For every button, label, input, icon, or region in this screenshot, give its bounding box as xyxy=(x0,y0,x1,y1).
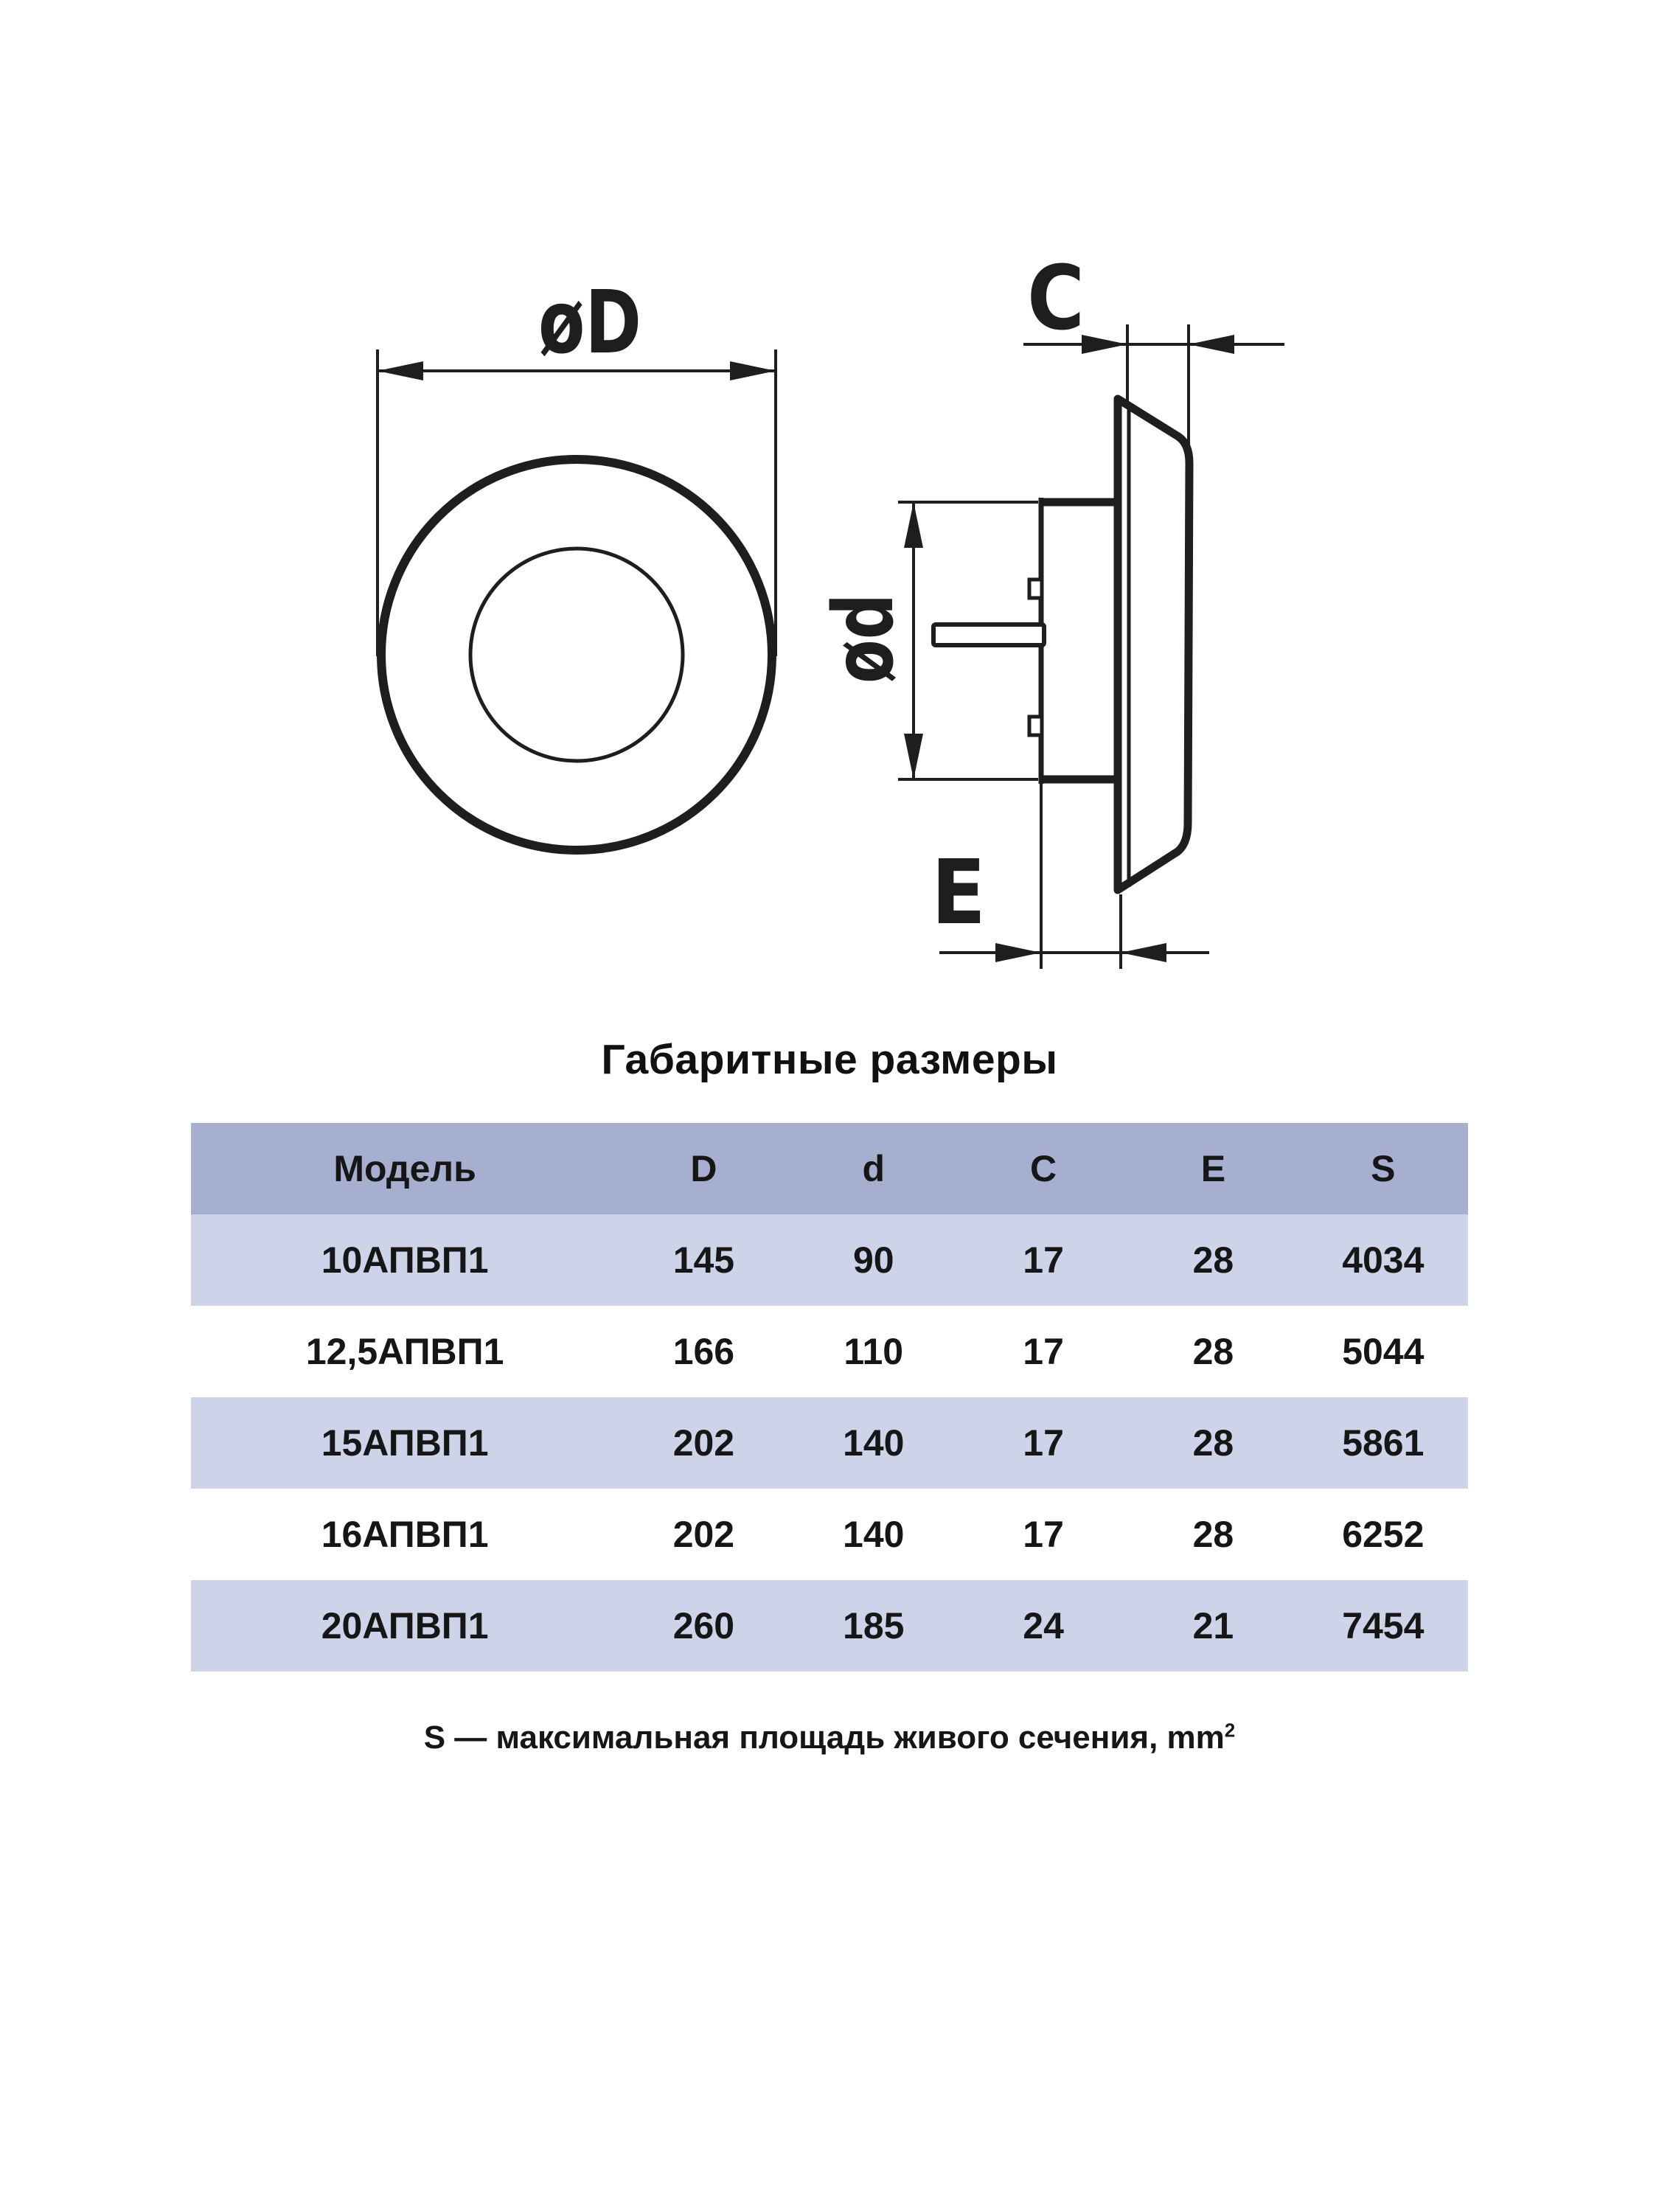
cell-d: 185 xyxy=(789,1580,959,1672)
cell-model: 15АПВП1 xyxy=(191,1397,619,1489)
arrowhead-right-icon xyxy=(1082,335,1127,354)
header-cell-model: Модель xyxy=(191,1123,619,1214)
cell-E: 21 xyxy=(1128,1580,1298,1672)
arrowhead-up-icon xyxy=(904,502,923,548)
table-row xyxy=(191,1397,1468,1489)
cell-d: 140 xyxy=(789,1397,959,1489)
cell-D: 166 xyxy=(619,1306,788,1397)
side-clip-upper xyxy=(1029,580,1042,598)
header-cell-S: S xyxy=(1298,1123,1468,1214)
cell-E: 28 xyxy=(1128,1489,1298,1580)
front-inner-circle xyxy=(470,549,683,761)
table-row xyxy=(191,1306,1468,1397)
cell-C: 24 xyxy=(959,1580,1128,1672)
table-header-row xyxy=(191,1123,1468,1214)
technical-drawing xyxy=(0,0,1659,1069)
side-clip-lower xyxy=(1029,717,1042,735)
cell-D: 145 xyxy=(619,1214,788,1306)
cell-C: 17 xyxy=(959,1214,1128,1306)
side-center-pin xyxy=(933,625,1044,645)
cell-model: 20АПВП1 xyxy=(191,1580,619,1672)
cell-d: 110 xyxy=(789,1306,959,1397)
cell-E: 28 xyxy=(1128,1306,1298,1397)
dimensions-table xyxy=(191,1123,1468,1672)
cell-model: 10АПВП1 xyxy=(191,1214,619,1306)
cell-E: 28 xyxy=(1128,1214,1298,1306)
cell-d: 140 xyxy=(789,1489,959,1580)
cell-C: 17 xyxy=(959,1489,1128,1580)
header-cell-E: E xyxy=(1128,1123,1298,1214)
page-title: Габаритные размеры xyxy=(601,1036,1058,1083)
arrowhead-right-icon xyxy=(730,361,776,380)
footnote-text: S — максимальная площадь живого сечения, mm xyxy=(423,1719,1225,1756)
cell-S: 4034 xyxy=(1298,1214,1468,1306)
cell-C: 17 xyxy=(959,1306,1128,1397)
table-row xyxy=(191,1489,1468,1580)
arrowhead-left-icon xyxy=(1121,943,1166,962)
footnote-superscript: 2 xyxy=(1224,1719,1236,1742)
cell-model: 16АПВП1 xyxy=(191,1489,619,1580)
arrowhead-down-icon xyxy=(904,734,923,779)
cell-S: 6252 xyxy=(1298,1489,1468,1580)
cell-S: 7454 xyxy=(1298,1580,1468,1672)
cell-S: 5044 xyxy=(1298,1306,1468,1397)
header-cell-C: C xyxy=(959,1123,1128,1214)
front-outer-circle xyxy=(381,459,772,850)
arrowhead-left-icon xyxy=(1189,335,1234,354)
side-dim-depth-label: E xyxy=(931,842,986,945)
cell-S: 5861 xyxy=(1298,1397,1468,1489)
cell-D: 260 xyxy=(619,1580,788,1672)
table-row xyxy=(191,1580,1468,1672)
cell-D: 202 xyxy=(619,1397,788,1489)
table-row xyxy=(191,1214,1468,1306)
cell-D: 202 xyxy=(619,1489,788,1580)
header-cell-d: d xyxy=(789,1123,959,1214)
arrowhead-right-icon xyxy=(995,943,1041,962)
front-dim-label: øD xyxy=(538,271,641,373)
cell-model: 12,5АПВП1 xyxy=(191,1306,619,1397)
footnote xyxy=(191,1719,1468,1756)
cell-E: 28 xyxy=(1128,1397,1298,1489)
side-dim-top-label: C xyxy=(1027,248,1085,350)
front-view xyxy=(378,349,776,850)
arrowhead-left-icon xyxy=(378,361,423,380)
cell-C: 17 xyxy=(959,1397,1128,1489)
side-dim-diameter-label: ød xyxy=(816,567,912,684)
cell-d: 90 xyxy=(789,1214,959,1306)
header-cell-D: D xyxy=(619,1123,788,1214)
